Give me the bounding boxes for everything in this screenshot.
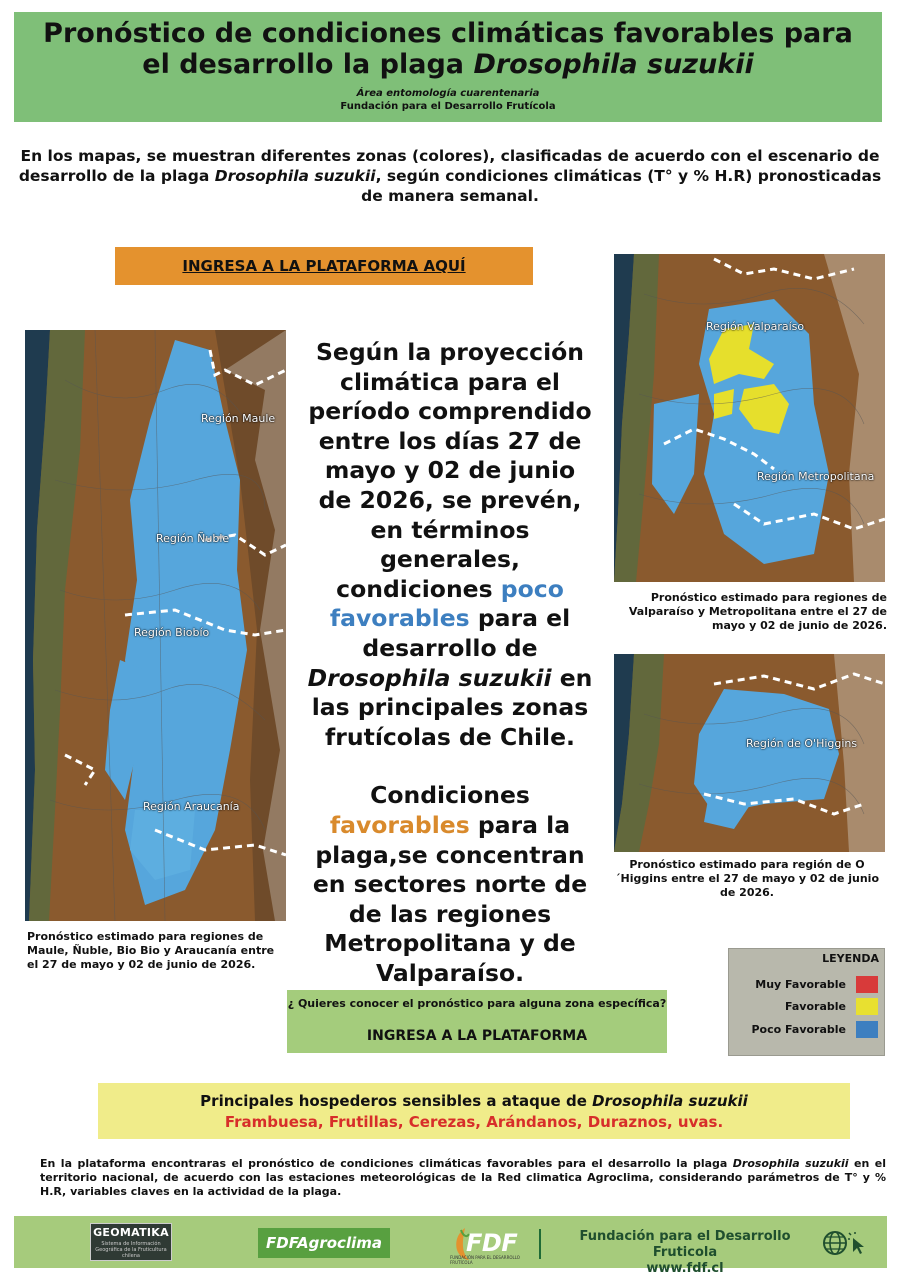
map-ohiggins: [614, 654, 885, 852]
forecast-p1-species: Drosophila suzukii: [307, 663, 552, 692]
caption-ohiggins: Pronóstico estimado para región de O´Higgins entre el 27 de mayo y 02 de junio de 2026.: [615, 858, 879, 899]
map-label-araucania: Región Araucanía: [143, 800, 240, 813]
page-title: [14, 18, 882, 80]
cursor-icon: [848, 1232, 868, 1256]
subtitle: [14, 87, 882, 113]
fdf-logo[interactable]: FDF: [466, 1229, 518, 1257]
agroclima-logo[interactable]: FDFAgroclima: [258, 1228, 390, 1258]
legend-item-favorable: [729, 998, 884, 1016]
geomatika-logo[interactable]: [90, 1223, 172, 1261]
legend-label: Favorable: [785, 1000, 846, 1013]
map-label-nuble: Región Ñuble: [156, 532, 230, 545]
footer-note-part-2: en el territorio nacional, de acuerdo con las estaciones meteorológicas de la Red climatica Agroclima, considerando parámetros de T° y % H.R, variables claves en la actividad de la plaga.: [40, 1157, 887, 1198]
title-line-2: el desarrollo la plaga: [142, 49, 474, 80]
map-label-metropolitana: Región Metropolitana: [757, 470, 875, 483]
intro-part-1: En los mapas, se muestran diferentes zonas (colores), clasificadas de acuerdo con el escenario de desarrollo de la plaga: [18, 147, 880, 185]
footer-note-part-1: En la plataforma encontraras el pronóstico de condiciones climáticas favorables para el desarrollo la plaga: [40, 1157, 733, 1170]
hosts-title-species: Drosophila suzukii: [592, 1092, 748, 1110]
intro-part-2: , según condiciones climáticas (T° y % H.R) pronosticadas de manera semanal.: [361, 167, 882, 205]
platform-question-box[interactable]: [287, 990, 667, 1053]
question-text: ¿ Quieres conocer el pronóstico para alguna zona específica?: [287, 997, 667, 1010]
forecast-p1-b: para el desarrollo de: [362, 604, 571, 662]
forecast-p1-a: Según la proyección climática para el período comprendido entre los días 27 de mayo y 02 de junio de 2026, se prevén, en términos generales, condiciones: [308, 338, 592, 603]
forecast-p2-b: para la plaga,se concentran en sectores norte de de las regiones Metropolitana y de Valparaíso.: [312, 810, 588, 987]
forecast-summary: [305, 338, 595, 988]
forecast-p2-highlight: favorables: [329, 810, 470, 839]
org-url[interactable]: www.fdf.cl: [646, 1261, 724, 1276]
forecast-paragraph-1: [305, 338, 595, 752]
hosts-list: Frambuesa, Frutillas, Cerezas, Arándanos, Duraznos, uvas.: [224, 1113, 724, 1131]
caption-valparaiso: Pronóstico estimado para regiones de Valparaíso y Metropolitana entre el 27 de mayo y 02 de junio de 2026.: [628, 591, 887, 632]
platform-link[interactable]: INGRESA A LA PLATAFORMA: [366, 1028, 588, 1044]
forecast-paragraph-2: [305, 781, 595, 988]
title-species: Drosophila suzukii: [473, 49, 754, 80]
hosts-title: [98, 1092, 850, 1110]
footer-bar: [14, 1216, 887, 1276]
forecast-p1-highlight: poco favorables: [329, 574, 564, 633]
caption-south: Pronóstico estimado para regiones de Maule, Ñuble, Bio Bio y Araucanía entre el 27 de mayo y 02 de junio de 2026.: [27, 930, 275, 971]
header-banner: [14, 12, 882, 122]
map-south-regions: [25, 330, 286, 921]
hosts-box: [98, 1083, 850, 1139]
subtitle-area: Área entomología cuarentenaria: [356, 88, 540, 99]
legend-label: Muy Favorable: [755, 978, 846, 991]
legend-item-poco-favorable: [729, 1021, 884, 1039]
footer-divider: [539, 1229, 541, 1259]
legend-item-muy-favorable: [729, 976, 884, 994]
legend-swatch: [856, 976, 878, 993]
legend-title: LEYENDA: [822, 952, 879, 965]
forecast-p1-c: en las principales zonas frutícolas de Chile.: [311, 663, 593, 751]
org-info: [550, 1229, 820, 1277]
intro-species: Drosophila suzukii: [214, 167, 376, 185]
legend-swatch: [856, 1021, 878, 1038]
legend: [728, 948, 885, 1056]
map-label-biobio: Región Biobío: [134, 626, 210, 639]
geomatika-name: GEOMATIKA: [93, 1226, 169, 1239]
forecast-p2-a: Condiciones: [370, 781, 530, 810]
map-label-maule: Región Maule: [201, 412, 276, 425]
intro-text: [10, 146, 890, 206]
map-valparaiso-metropolitana: [614, 254, 885, 582]
footer-note-species: Drosophila suzukii: [732, 1157, 849, 1170]
title-line-1: Pronóstico de condiciones climáticas favorables para: [43, 18, 853, 49]
legend-swatch: [856, 998, 878, 1015]
fdf-logo-tagline: FUNDACIÓN PARA EL DESARROLLO FRUTÍCOLA: [450, 1255, 520, 1265]
subtitle-org: Fundación para el Desarrollo Frutícola: [340, 101, 556, 112]
map-label-ohiggins: Región de O'Higgins: [746, 737, 858, 750]
globe-icon[interactable]: [822, 1230, 848, 1256]
org-name: Fundación para el Desarrollo Fruticola: [579, 1229, 791, 1260]
platform-link-button[interactable]: INGRESA A LA PLATAFORMA AQUÍ: [115, 247, 533, 285]
legend-label: Poco Favorable: [751, 1023, 846, 1036]
hosts-title-prefix: Principales hospederos sensibles a ataque de: [200, 1092, 593, 1110]
footer-note: [40, 1157, 886, 1199]
geomatika-tagline: Sistema de Información Geográfica de la Fruticultura chilena: [95, 1241, 167, 1259]
map-label-valparaiso: Región Valparaíso: [706, 320, 805, 333]
